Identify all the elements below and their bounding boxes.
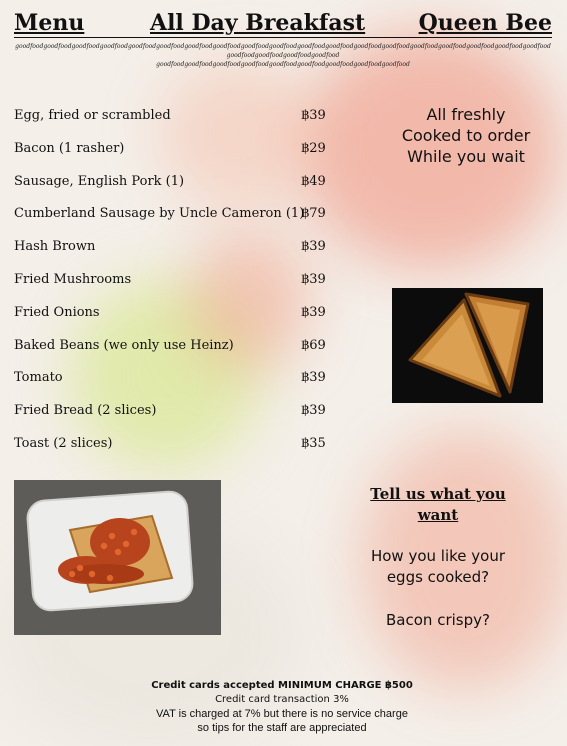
vat-note: VAT is charged at 7% but there is no service charge: [156, 708, 408, 720]
menu-item-name: Fried Mushrooms: [14, 271, 132, 287]
beans-on-toast-image: [14, 480, 221, 635]
menu-item: [14, 303, 334, 336]
menu-item: [14, 139, 334, 172]
menu-item-name: Hash Brown: [14, 239, 96, 255]
menu-item-price: ฿35: [301, 435, 326, 451]
menu-item-price: ฿39: [301, 108, 326, 123]
menu-item: [14, 237, 334, 270]
menu-item-name: Fried Bread (2 slices): [14, 403, 157, 419]
menu-item: [14, 106, 334, 139]
menu-item-price: ฿39: [301, 304, 326, 320]
menu-item: [14, 368, 334, 401]
menu-item-price: ฿69: [301, 337, 326, 353]
menu-item: [14, 336, 334, 369]
menu-item-price: ฿29: [301, 140, 326, 156]
goodfood-pattern-line: goodfoodgoodfoodgoodfoodgoodfoodgoodfoodgoodfoodgoodfoodgoodfoodgoodfoodgoodfoodgoodfoodgoodfoodgoodfoodgoodfoodgoodfoodgoodfoodgoodfoodgoodfoodgoodfoodgoodfoodgoodfoodgoodfoodgoodfood: [15, 43, 551, 59]
eggs-question-line: How you like your: [370, 547, 506, 565]
tell-us-heading: [358, 484, 518, 526]
header-menu-title: Menu: [14, 10, 85, 36]
menu-item-price: ฿79: [301, 206, 326, 222]
credit-card-minimum: Credit cards accepted MINIMUM CHARGE ฿500: [151, 680, 413, 691]
goodfood-pattern: [14, 42, 552, 69]
menu-item-price: ฿39: [301, 370, 326, 386]
goodfood-pattern-line: goodfoodgoodfoodgoodfoodgoodfoodgoodfoodgoodfoodgoodfoodgoodfoodgoodfood: [156, 61, 410, 68]
menu-list: [14, 106, 334, 467]
header-page-title: All Day Breakfast: [150, 10, 366, 36]
menu-item: [14, 204, 334, 237]
header-divider: [14, 37, 552, 38]
tell-us-line: want: [417, 506, 459, 524]
freshly-cooked-note: [378, 104, 554, 167]
menu-item-name: Toast (2 slices): [14, 435, 113, 451]
menu-item: [14, 401, 334, 434]
menu-item-price: ฿39: [301, 271, 326, 287]
header-restaurant-name: Queen Bee: [418, 10, 552, 36]
beans-on-toast-photo: [14, 480, 221, 635]
bacon-question: Bacon crispy?: [386, 611, 490, 629]
menu-item: [14, 434, 334, 467]
page-header: [14, 10, 552, 38]
eggs-question: [355, 546, 521, 588]
tell-us-line: Tell us what you: [370, 485, 506, 503]
menu-item: [14, 172, 334, 205]
freshly-cooked-line: While you wait: [407, 147, 525, 166]
menu-item-name: Sausage, English Pork (1): [14, 173, 185, 189]
tips-note: so tips for the staff are appreciated: [197, 722, 367, 734]
menu-item-name: Egg, fried or scrambled: [14, 108, 171, 123]
toast-image: [392, 288, 543, 403]
menu-item-price: ฿39: [301, 239, 326, 255]
menu-item-price: ฿49: [301, 173, 326, 189]
menu-item-name: Tomato: [14, 370, 63, 386]
menu-item-name: Fried Onions: [14, 304, 100, 320]
payment-footer: [60, 679, 504, 735]
menu-item: [14, 270, 334, 303]
freshly-cooked-line: All freshly: [426, 105, 506, 124]
eggs-question-line: eggs cooked?: [386, 568, 490, 586]
menu-item-name: Bacon (1 rasher): [14, 140, 125, 156]
freshly-cooked-line: Cooked to order: [401, 126, 531, 145]
menu-item-price: ฿39: [301, 403, 326, 419]
credit-card-fee: Credit card transaction 3%: [215, 694, 349, 705]
toast-photo: [392, 288, 543, 403]
menu-item-name: Baked Beans (we only use Heinz): [14, 337, 234, 353]
menu-item-name: Cumberland Sausage by Uncle Cameron (1): [14, 206, 305, 222]
